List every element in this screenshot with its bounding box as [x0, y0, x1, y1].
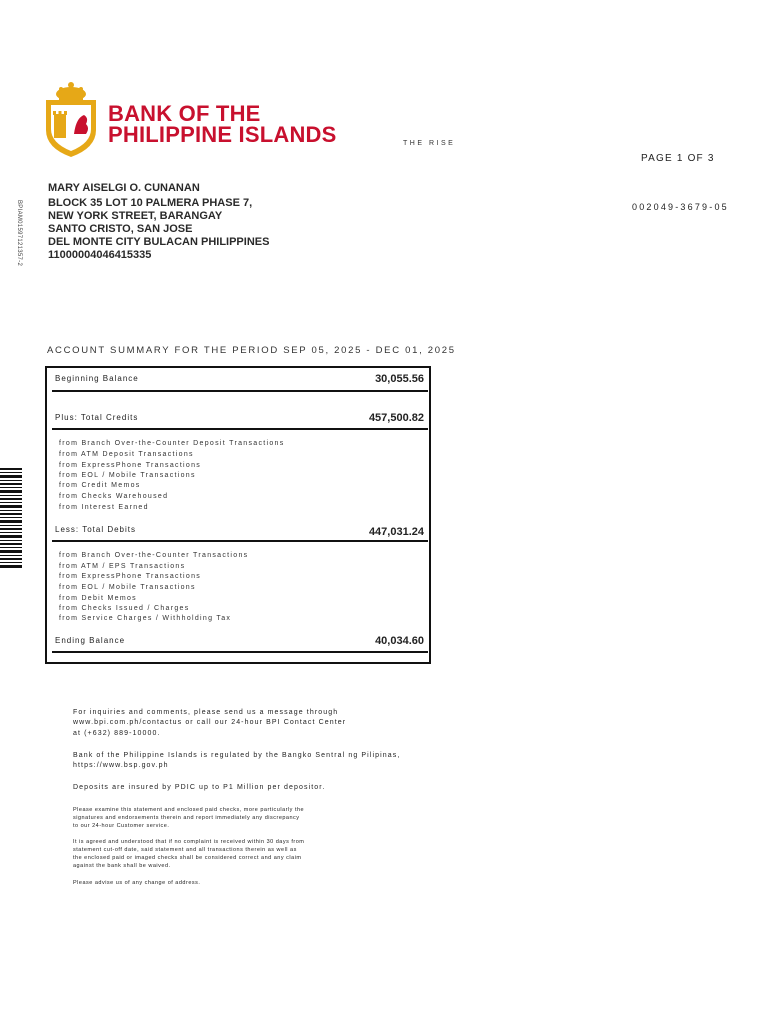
debit-item: from Branch Over-the-Counter Transactions — [59, 552, 249, 559]
agreement-note: the enclosed paid or imaged checks shall be considered correct and any claim — [73, 855, 302, 861]
divider — [52, 651, 428, 653]
divider — [52, 428, 428, 430]
divider — [52, 390, 428, 392]
debit-item: from ATM / EPS Transactions — [59, 563, 186, 570]
address-line: BLOCK 35 LOT 10 PALMERA PHASE 7, — [48, 197, 253, 209]
customer-name: MARY AISELGI O. CUNANAN — [48, 182, 200, 194]
regulator-note: Bank of the Philippine Islands is regulated by the Bangko Sentral ng Pilipinas, — [73, 752, 401, 759]
total-credits-label: Plus: Total Credits — [55, 413, 139, 422]
credit-item: from EOL / Mobile Transactions — [59, 472, 196, 479]
debit-item: from Debit Memos — [59, 595, 137, 602]
bank-emblem-icon — [42, 78, 100, 158]
credit-item: from Credit Memos — [59, 482, 141, 489]
agreement-note: against the bank shall be waived. — [73, 863, 171, 869]
barcode-icon — [0, 468, 22, 568]
debit-item: from EOL / Mobile Transactions — [59, 584, 196, 591]
address-change-note: Please advise us of any change of address. — [73, 880, 201, 886]
beginning-balance-amount: 30,055.56 — [375, 373, 424, 385]
agreement-note: It is agreed and understood that if no complaint is received within 30 days from — [73, 839, 305, 845]
inquiry-note: at (+632) 889-10000. — [73, 730, 161, 737]
divider — [52, 540, 428, 542]
credit-item: from ExpressPhone Transactions — [59, 462, 202, 469]
debit-item: from Checks Issued / Charges — [59, 605, 190, 612]
inquiry-note: For inquiries and comments, please send us a message through — [73, 709, 339, 716]
credit-item: from ATM Deposit Transactions — [59, 451, 194, 458]
page-indicator: PAGE 1 OF 3 — [641, 153, 715, 164]
address-line: DEL MONTE CITY BULACAN PHILIPPINES — [48, 236, 270, 248]
examine-note: Please examine this statement and enclosed paid checks, more particularly the — [73, 807, 305, 813]
pdic-note: Deposits are insured by PDIC up to P1 Million per depositor. — [73, 784, 326, 791]
tagline: THE RISE — [403, 140, 456, 147]
total-credits-amount: 457,500.82 — [368, 412, 424, 424]
beginning-balance-label: Beginning Balance — [55, 374, 139, 383]
total-debits-label: Less: Total Debits — [55, 525, 136, 534]
account-reference: 002049-3679-05 — [632, 202, 729, 212]
agreement-note: statement cut-off date, said statement and all transactions therein as well as — [73, 847, 297, 853]
address-line: SANTO CRISTO, SAN JOSE — [48, 223, 193, 235]
bank-name-line2: PHILIPPINE ISLANDS — [108, 122, 337, 147]
ending-balance-label: Ending Balance — [55, 636, 126, 645]
credit-item: from Branch Over-the-Counter Deposit Transactions — [59, 440, 285, 447]
customer-account-number: 11000004046415335 — [48, 249, 152, 261]
debit-item: from Service Charges / Withholding Tax — [59, 615, 232, 622]
bank-name-line1: BANK OF THE — [108, 101, 261, 126]
credit-item: from Checks Warehoused — [59, 493, 169, 500]
credit-item: from Interest Earned — [59, 504, 149, 511]
summary-title: ACCOUNT SUMMARY FOR THE PERIOD SEP 05, 2025 - DEC 01, 2025 — [47, 345, 456, 356]
address-line: NEW YORK STREET, BARANGAY — [48, 210, 223, 222]
debit-item: from ExpressPhone Transactions — [59, 573, 202, 580]
ending-balance-amount: 40,034.60 — [375, 635, 424, 647]
examine-note: signatures and endorsements therein and report immediately any discrepancy — [73, 815, 300, 821]
total-debits-amount: 447,031.24 — [368, 526, 424, 538]
regulator-link: https://www.bsp.gov.ph — [73, 762, 169, 769]
examine-note: to our 24-hour Customer service. — [73, 823, 170, 829]
inquiry-note: www.bpi.com.ph/contactus or call our 24-hour BPI Contact Center — [73, 719, 347, 726]
side-code: BPIAM01597121357-2 — [16, 200, 22, 267]
